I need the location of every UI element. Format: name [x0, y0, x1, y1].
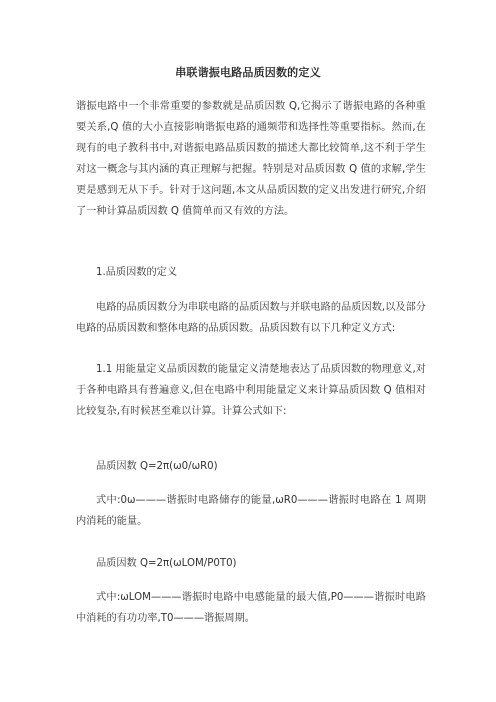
formula-explanation: 式中:ωLOM———谐振时电路中电感能量的最大值,P0———谐振时电路中消耗的有功功率,T0———谐振周期。: [76, 592, 426, 624]
formula-line: 品质因数 Q=2π(ωLOM/P0T0): [96, 558, 237, 569]
document-title: 串联谐振电路品质因数的定义: [175, 66, 321, 79]
section-heading: 1.品质因数的定义: [96, 267, 178, 278]
formula-explanation: 式中:0ω———谐振时电路储存的能量,ωR0———谐振时电路在 1 周期内消耗的能量。: [76, 495, 426, 527]
formula-line: 品质因数 Q=2π(ω0/ωR0): [96, 461, 218, 472]
subsection-paragraph: 1.1 用能量定义品质因数的能量定义清楚地表达了品质因数的物理意义,对于各种电路具有普遍意义,但在电路中利用能量定义来计算品质因数 Q 值相对比较复杂,有时候甚至难以计算。计算公式如下:: [76, 364, 426, 417]
intro-paragraph: 谐振电路中一个非常重要的参数就是品质因数 Q,它揭示了谐振电路的各种重要关系,Q 值的大小直接影响谐振电路的通频带和选择性等重要指标。然而,在现有的电子教科书中,对谐振电路品质因数的描述大都比较简单,这不利于学生对这一概念与其内涵的真正理解与把握。特别是对品质因数 Q 值的求解,学生更是感到无从下手。针对于这问题,本文从品质因数的定义出发进行研究,介绍了一种计算品质因数 Q 值简单而又有效的方法。: [76, 101, 426, 217]
definition-paragraph: 电路的品质因数分为串联电路的品质因数与并联电路的品质因数,以及部分电路的品质因数和整体电路的品质因数。品质因数有以下几种定义方式:: [76, 302, 426, 334]
